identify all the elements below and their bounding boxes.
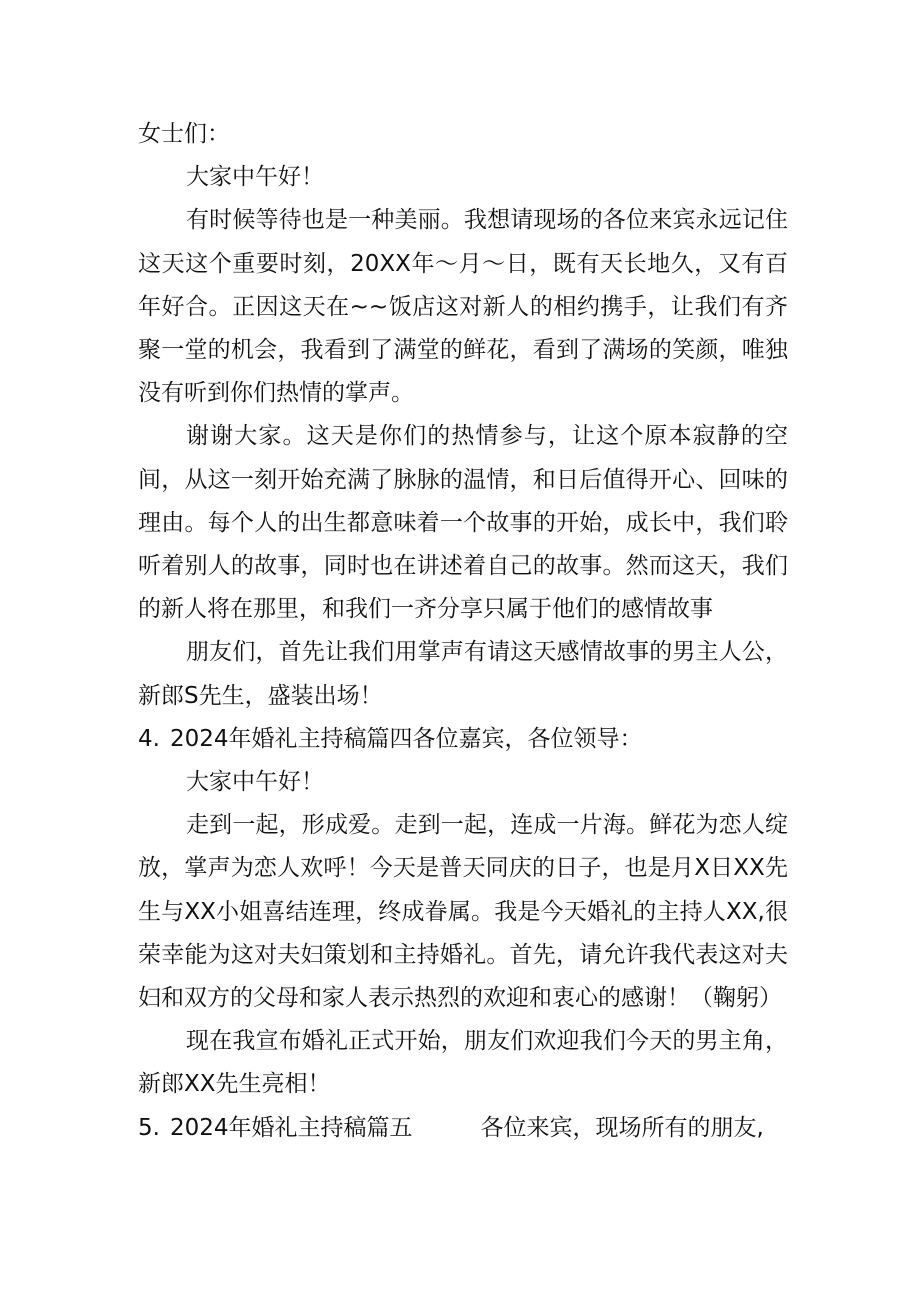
section-heading-4 (138, 718, 788, 761)
section-heading-title: 2024年婚礼主持稿篇五 (170, 1114, 413, 1141)
body-paragraph-ceremony: 走到一起，形成爱。走到一起，连成一片海。鲜花为恋人绽放，掌声为恋人欢呼！今天是普天同庆的日子，也是月X日XX先生与XX小姐喜结连理，终成眷属。我是今天婚礼的主持人XX,很荣幸能为这对夫妇策划和主持婚礼。首先，请允许我代表这对夫妇和双方的父母和家人表示热烈的欢迎和衷心的感谢！（鞠躬） (138, 812, 788, 1012)
greeting-paragraph: 大家中午好！ (186, 769, 324, 796)
section-heading-5 (138, 1107, 788, 1150)
section-heading-text: 各位来宾，现场所有的朋友, (480, 1114, 764, 1141)
section-heading-text: 2024年婚礼主持稿篇四各位嘉宾，各位领导： (170, 725, 643, 752)
document-body (138, 113, 788, 1150)
section-number: 5. (138, 1114, 160, 1141)
body-paragraph-waiting: 有时候等待也是一种美丽。我想请现场的各位来宾永远记住这天这个重要时刻，20XX年～月～日，既有天长地久，又有百年好合。正因这天在~~饭店这对新人的相约携手，让我们有齐聚一堂的机会，我看到了满堂的鲜花，看到了满场的笑颜，唯独没有听到你们热情的掌声。 (138, 207, 788, 407)
greeting-paragraph: 大家中午好！ (186, 164, 324, 191)
section-number: 4. (138, 725, 160, 752)
body-paragraph-start: 现在我宣布婚礼正式开始，朋友们欢迎我们今天的男主角，新郎XX先生亮相！ (138, 1028, 788, 1098)
body-paragraph-invite-groom: 朋友们，首先让我们用掌声有请这天感情故事的男主人公，新郎S先生，盛装出场！ (138, 639, 788, 709)
salutation: 女士们： (138, 121, 230, 147)
body-paragraph-thanks: 谢谢大家。这天是你们的热情参与，让这个原本寂静的空间，从这一刻开始充满了脉脉的温情，和日后值得开心、回味的理由。每个人的出生都意味着一个故事的开始，成长中，我们聆听着别人的故事，同时也在讲述着自己的故事。然而这天，我们的新人将在那里，和我们一齐分享只属于他们的感情故事 (138, 423, 788, 623)
